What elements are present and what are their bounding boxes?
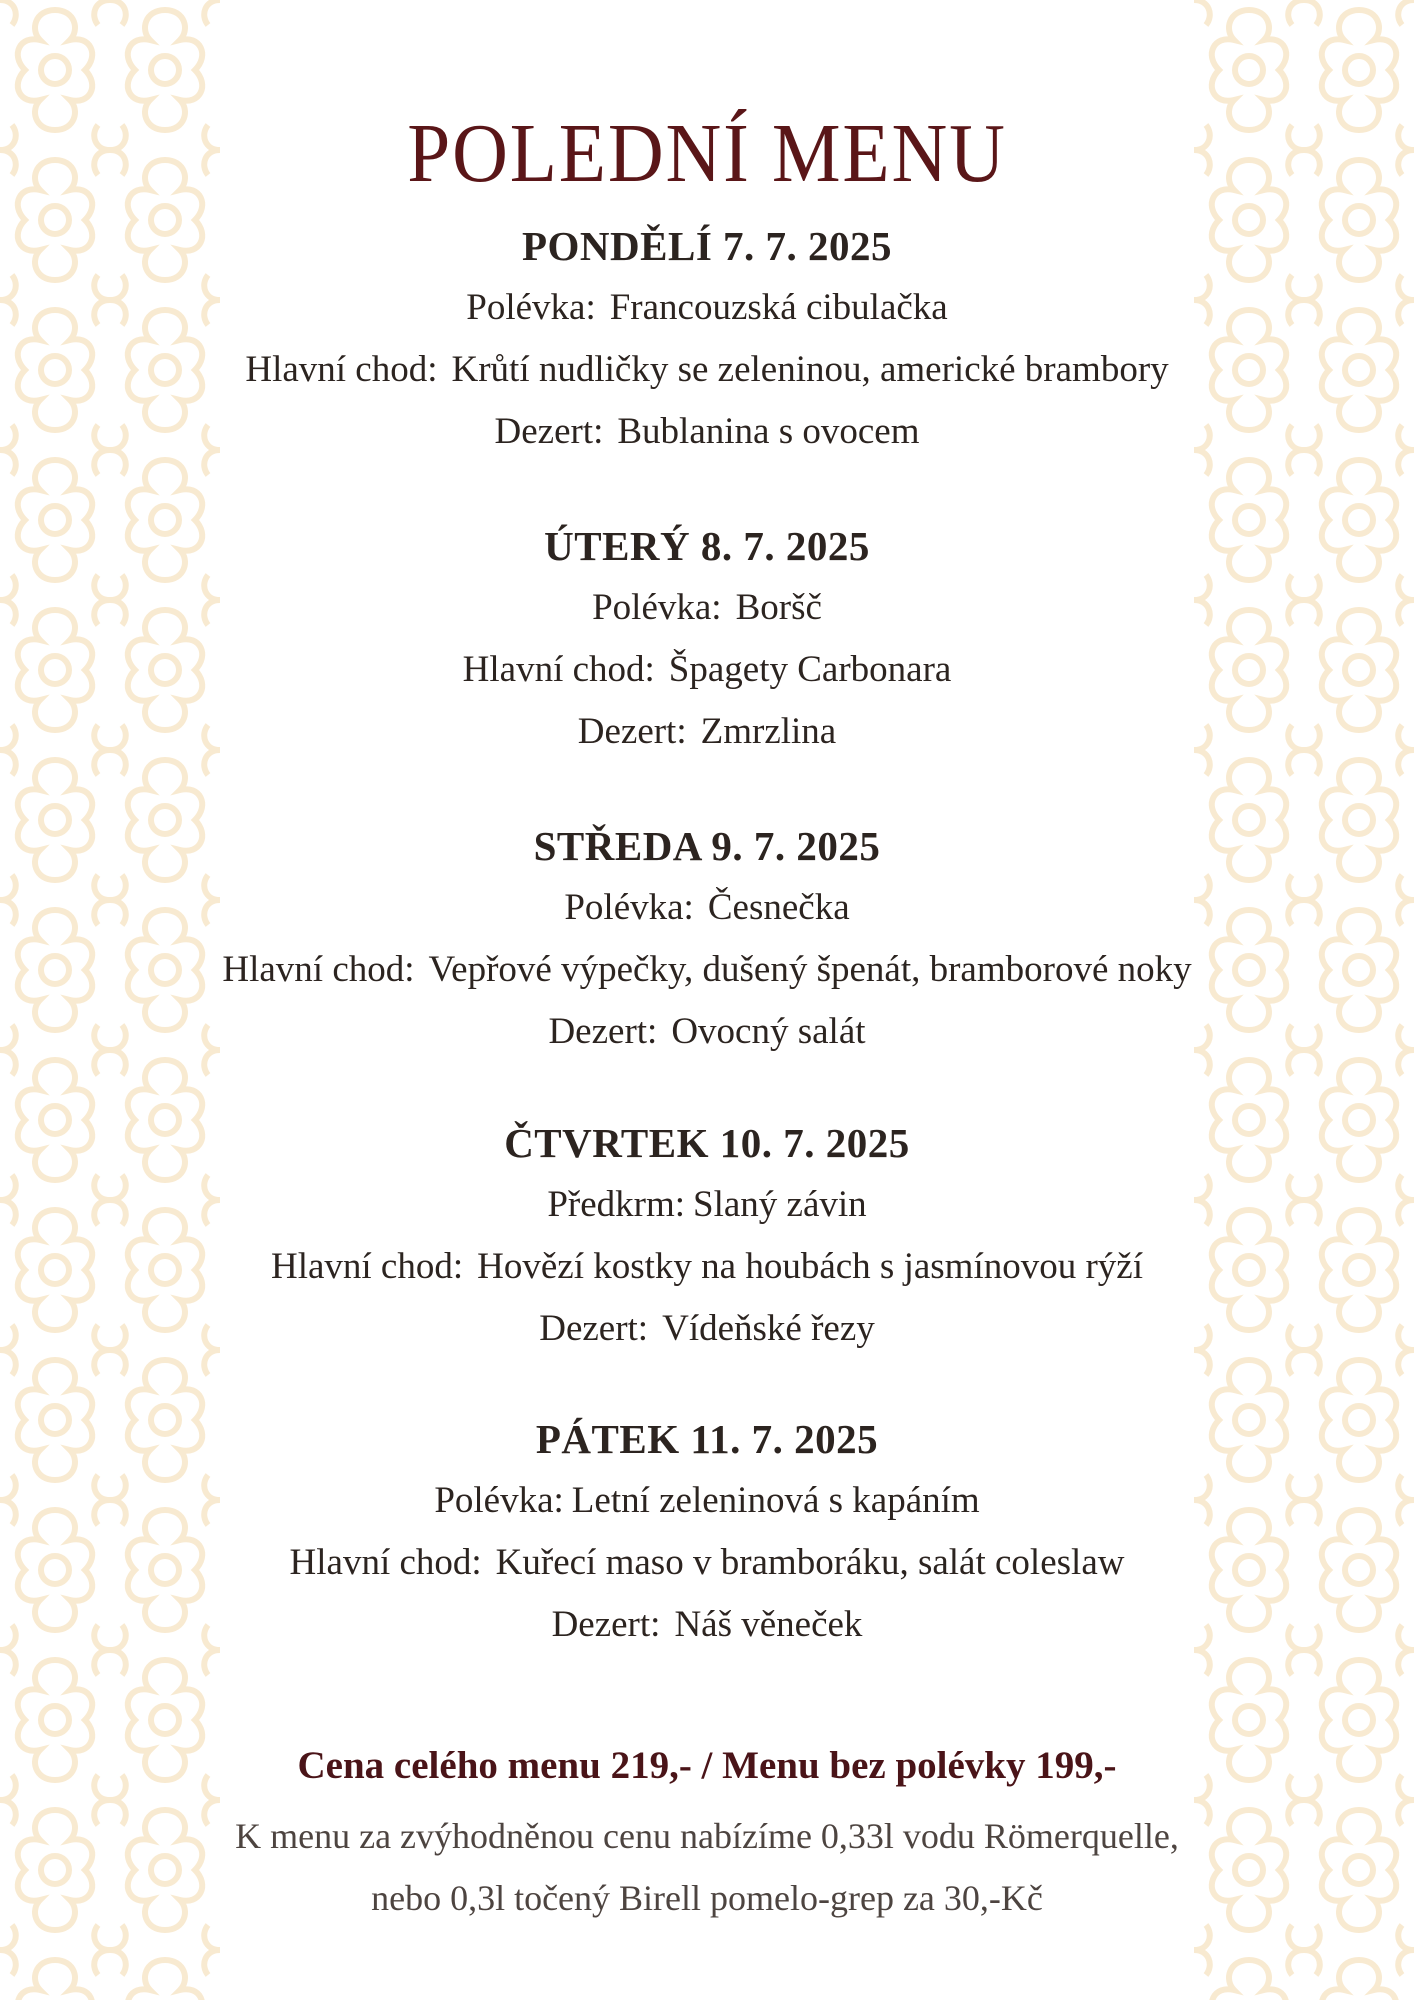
price-line: Cena celého menu 219,- / Menu bez polévky 199,- bbox=[297, 1744, 1117, 1787]
item-value: Špagety Carbonara bbox=[668, 649, 952, 690]
day-monday bbox=[0, 215, 1414, 463]
item-value: Vídeňské řezy bbox=[662, 1308, 875, 1349]
item-label: Dezert: bbox=[551, 1604, 661, 1645]
day-heading: ÚTERÝ 8. 7. 2025 bbox=[544, 523, 870, 569]
day-heading: ČTVRTEK 10. 7. 2025 bbox=[504, 1120, 910, 1166]
item-label: Dezert: bbox=[577, 711, 687, 752]
item-label: Předkrm: bbox=[547, 1184, 686, 1225]
item-value: Hovězí kostky na houbách s jasmínovou rýží bbox=[477, 1246, 1144, 1287]
item-label: Polévka: bbox=[466, 287, 596, 328]
menu-line-soup bbox=[0, 1470, 1414, 1532]
menu-line-dessert bbox=[0, 1594, 1414, 1656]
day-heading: PONDĚLÍ 7. 7. 2025 bbox=[521, 223, 893, 269]
day-wednesday bbox=[0, 815, 1414, 1063]
menu-line-dessert bbox=[0, 701, 1414, 763]
day-tuesday bbox=[0, 515, 1414, 763]
menu-line-main bbox=[0, 939, 1414, 1001]
menu-line-dessert bbox=[0, 1001, 1414, 1063]
drink-offer-line-2: nebo 0,3l točený Birell pomelo-grep za 30,-Kč bbox=[371, 1878, 1043, 1918]
item-value: Slaný závin bbox=[693, 1184, 867, 1225]
item-value: Bublanina s ovocem bbox=[617, 411, 920, 452]
item-value: Ovocný salát bbox=[671, 1011, 866, 1052]
item-value: Zmrzlina bbox=[700, 711, 837, 752]
item-label: Polévka: bbox=[434, 1480, 564, 1521]
item-label: Hlavní chod: bbox=[462, 649, 655, 690]
item-value: Vepřové výpečky, dušený špenát, bramborové noky bbox=[428, 949, 1192, 990]
menu-line-dessert bbox=[0, 401, 1414, 463]
menu-line-main bbox=[0, 1236, 1414, 1298]
drink-offer-line-1: K menu za zvýhodněnou cenu nabízíme 0,33l vodu Römerquelle, bbox=[235, 1816, 1179, 1856]
menu-line-soup bbox=[0, 877, 1414, 939]
menu-line-dessert bbox=[0, 1298, 1414, 1360]
menu-line-starter bbox=[0, 1174, 1414, 1236]
day-heading: STŘEDA 9. 7. 2025 bbox=[533, 823, 881, 869]
menu-line-main bbox=[0, 1532, 1414, 1594]
item-label: Hlavní chod: bbox=[270, 1246, 464, 1287]
item-label: Polévka: bbox=[592, 587, 722, 628]
item-value: Francouzská cibulačka bbox=[609, 287, 948, 328]
item-label: Hlavní chod: bbox=[222, 949, 415, 990]
item-label: Dezert: bbox=[548, 1011, 658, 1052]
day-thursday bbox=[0, 1112, 1414, 1360]
page-title: POLEDNÍ MENU bbox=[407, 107, 1007, 201]
menu-line-soup bbox=[0, 577, 1414, 639]
item-value: Krůtí nudličky se zeleninou, americké brambory bbox=[451, 349, 1169, 390]
menu-line-main bbox=[0, 339, 1414, 401]
item-value: Boršč bbox=[735, 587, 822, 628]
item-value: Česnečka bbox=[707, 887, 850, 928]
item-label: Hlavní chod: bbox=[245, 349, 438, 390]
day-friday bbox=[0, 1408, 1414, 1656]
item-label: Dezert: bbox=[539, 1308, 649, 1349]
item-value: Kuřecí maso v bramboráku, salát coleslaw bbox=[495, 1542, 1125, 1583]
menu-line-soup bbox=[0, 277, 1414, 339]
item-label: Hlavní chod: bbox=[289, 1542, 482, 1583]
item-label: Dezert: bbox=[494, 411, 604, 452]
item-label: Polévka: bbox=[564, 887, 694, 928]
menu-line-main bbox=[0, 639, 1414, 701]
item-value: Náš věneček bbox=[674, 1604, 863, 1645]
item-value: Letní zeleninová s kapáním bbox=[571, 1480, 980, 1521]
day-heading: PÁTEK 11. 7. 2025 bbox=[535, 1416, 879, 1462]
